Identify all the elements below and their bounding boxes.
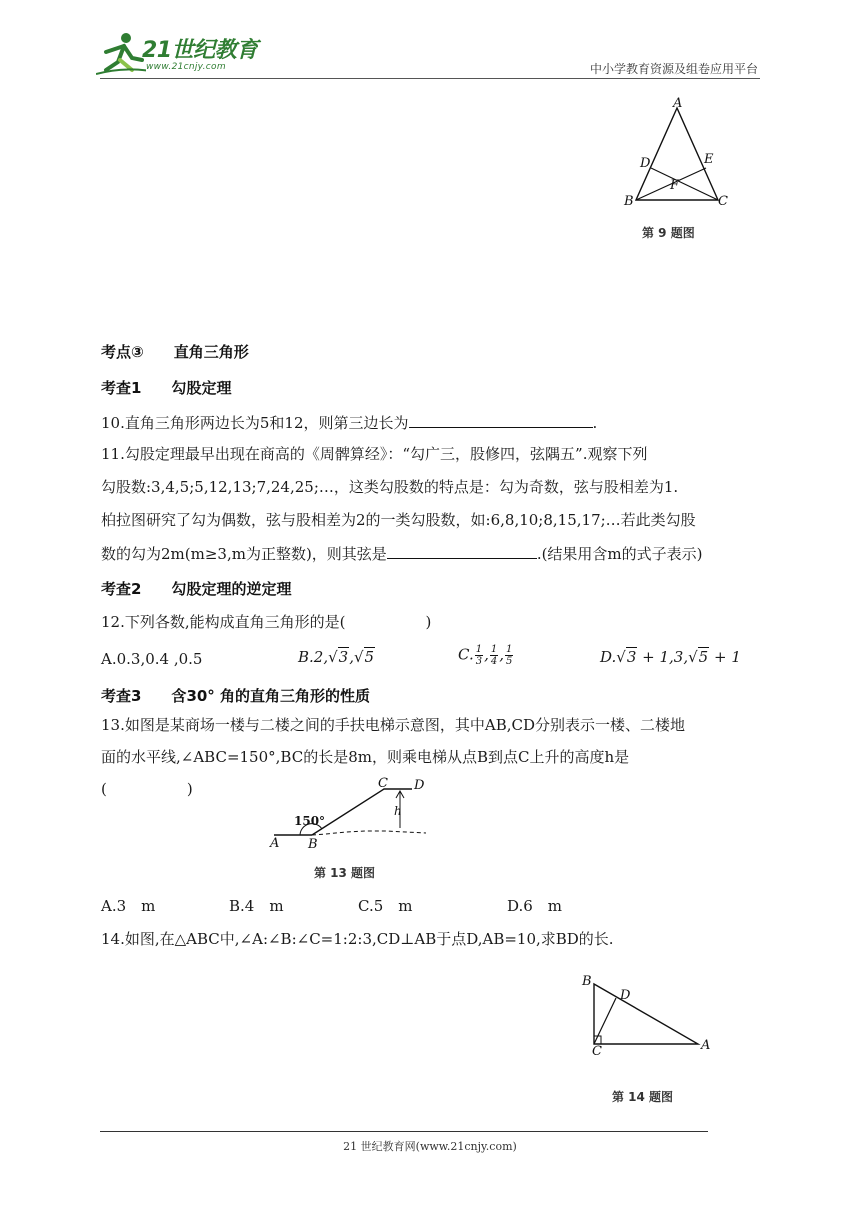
header-platform-text: 中小学教育资源及组卷应用平台 bbox=[589, 62, 758, 76]
fig13-label-c: C bbox=[378, 776, 388, 791]
fig14-label-a: A bbox=[701, 1038, 711, 1053]
question-14: 14.如图,在△ABC中,∠A:∠B:∠C=1:2:3,CD⊥AB于点D,AB=10,求BD的长. bbox=[101, 930, 614, 948]
footer-divider bbox=[100, 1131, 708, 1132]
fig9-label-f: F bbox=[670, 178, 680, 193]
q12-optd-root1: 3 bbox=[626, 648, 637, 666]
q13-close-paren: ) bbox=[186, 780, 193, 798]
figure-14 bbox=[580, 972, 720, 1102]
footer-text: 21 世纪教育网(www.21cnjy.com) bbox=[343, 1140, 517, 1153]
q11-answer-blank[interactable] bbox=[387, 542, 537, 559]
fig14-label-c: C bbox=[592, 1044, 602, 1059]
fig13-label-a: A bbox=[270, 836, 280, 851]
figure-9 bbox=[620, 96, 740, 246]
q12-close: ) bbox=[425, 613, 432, 631]
fig14-label-b: B bbox=[582, 974, 592, 989]
fig14-caption: 第 14 题图 bbox=[612, 1090, 674, 1104]
q11-line-4a: 数的勾为2m(m≥3,m为正整数)，则其弦是 bbox=[101, 545, 387, 563]
subsection-1-title: 考查1 勾股定理 bbox=[101, 379, 232, 397]
q13-line-2: 面的水平线,∠ABC=150°,BC的长是8m，则乘电梯从点B到点C上升的高度h是 bbox=[101, 748, 630, 766]
fig13-caption: 第 13 题图 bbox=[314, 866, 376, 880]
q13-option-c[interactable]: C.5 m bbox=[358, 897, 413, 915]
fig14-label-d: D bbox=[620, 988, 631, 1003]
q12-optd-root2: 5 bbox=[698, 648, 709, 666]
fig13-label-d: D bbox=[414, 778, 425, 793]
q10-end: . bbox=[592, 414, 598, 432]
q13-option-b[interactable]: B.4 m bbox=[229, 897, 284, 915]
question-12 bbox=[101, 611, 431, 633]
header-divider bbox=[100, 78, 760, 79]
subsection-3-title: 考查3 含30° 角的直角三角形的性质 bbox=[101, 687, 371, 705]
q11-line-2: 勾股数:3,4,5;5,12,13;7,24,25;…，这类勾股数的特点是：勾为奇数，弦与股相差为1. bbox=[101, 478, 679, 496]
q12-option-d[interactable]: D.√3 + 1,3,√5 + 1 bbox=[600, 648, 741, 666]
q12-optd-mid: + 1,3, bbox=[637, 648, 689, 666]
q12-optb-root1: 3 bbox=[338, 648, 349, 666]
figure-14-triangle bbox=[580, 972, 720, 1052]
q12-optb-root2: 5 bbox=[364, 648, 375, 666]
q12-optb-prefix: B.2, bbox=[298, 648, 329, 666]
logo-url: www.21cnjy.com bbox=[146, 62, 226, 72]
subsection-2-title: 考查2 勾股定理的逆定理 bbox=[101, 580, 292, 598]
q11-line-4b: .(结果用含m的式子表示) bbox=[536, 545, 703, 563]
fig9-label-a: A bbox=[673, 96, 683, 111]
q12-option-a[interactable]: A.0.3,0.4 ,0.5 bbox=[101, 650, 203, 668]
fig13-label-h: h bbox=[394, 804, 402, 818]
q12-text: 12.下列各数,能构成直角三角形的是( bbox=[101, 613, 346, 631]
q12-optd-prefix: D. bbox=[600, 648, 617, 666]
q12-option-b[interactable]: B.2,√3,√5 bbox=[298, 648, 375, 666]
fig9-label-b: B bbox=[624, 194, 634, 209]
q11-line-1: 11.勾股定理最早出现在商高的《周髀算经》：“勾广三，股修四，弦隅五”.观察下列 bbox=[101, 445, 648, 463]
q13-open-paren: ( bbox=[101, 780, 107, 798]
runner-logo-icon bbox=[96, 30, 146, 76]
q10-text: 10.直角三角形两边长为5和12，则第三边长为 bbox=[101, 414, 409, 432]
figure-13 bbox=[266, 776, 436, 884]
fig13-label-b: B bbox=[308, 837, 318, 852]
q13-line-1: 13.如图是某商场一楼与二楼之间的手扶电梯示意图，其中AB,CD分别表示一楼、二楼地 bbox=[101, 716, 685, 734]
question-10 bbox=[101, 411, 597, 434]
fig9-label-d: D bbox=[640, 156, 651, 171]
figure-13-escalator bbox=[266, 776, 436, 856]
q11-line-4 bbox=[101, 542, 703, 565]
fig13-angle-label: 150° bbox=[294, 814, 326, 828]
q13-line-3 bbox=[101, 778, 193, 800]
q10-answer-blank[interactable] bbox=[409, 411, 593, 428]
q12-optc-prefix: C. bbox=[458, 645, 474, 664]
q13-option-a[interactable]: A.3 m bbox=[101, 897, 156, 915]
q13-option-d[interactable]: D.6 m bbox=[507, 897, 563, 915]
fig9-caption: 第 9 题图 bbox=[642, 226, 695, 240]
logo-text: 21世纪教育 bbox=[142, 38, 258, 63]
q12-optc-frac3: $\frac{1}{5}$ bbox=[506, 644, 513, 667]
q12-option-c[interactable]: C. $\frac{1}{3}$ , $\frac{1}{4}$ , $\frac{1}{5}$ bbox=[458, 644, 513, 667]
fig9-label-c: C bbox=[718, 194, 728, 209]
q12-optc-frac2: $\frac{1}{4}$ bbox=[490, 644, 498, 667]
q11-line-3: 柏拉图研究了勾为偶数，弦与股相差为2的一类勾股数，如:6,8,10;8,15,17;…若此类勾股 bbox=[101, 511, 696, 529]
q12-optd-end: + 1 bbox=[709, 648, 741, 666]
fig9-label-e: E bbox=[704, 152, 714, 167]
section-title: 考点③ 直角三角形 bbox=[101, 343, 249, 361]
q12-optc-frac1: $\frac{1}{3}$ bbox=[475, 644, 483, 667]
